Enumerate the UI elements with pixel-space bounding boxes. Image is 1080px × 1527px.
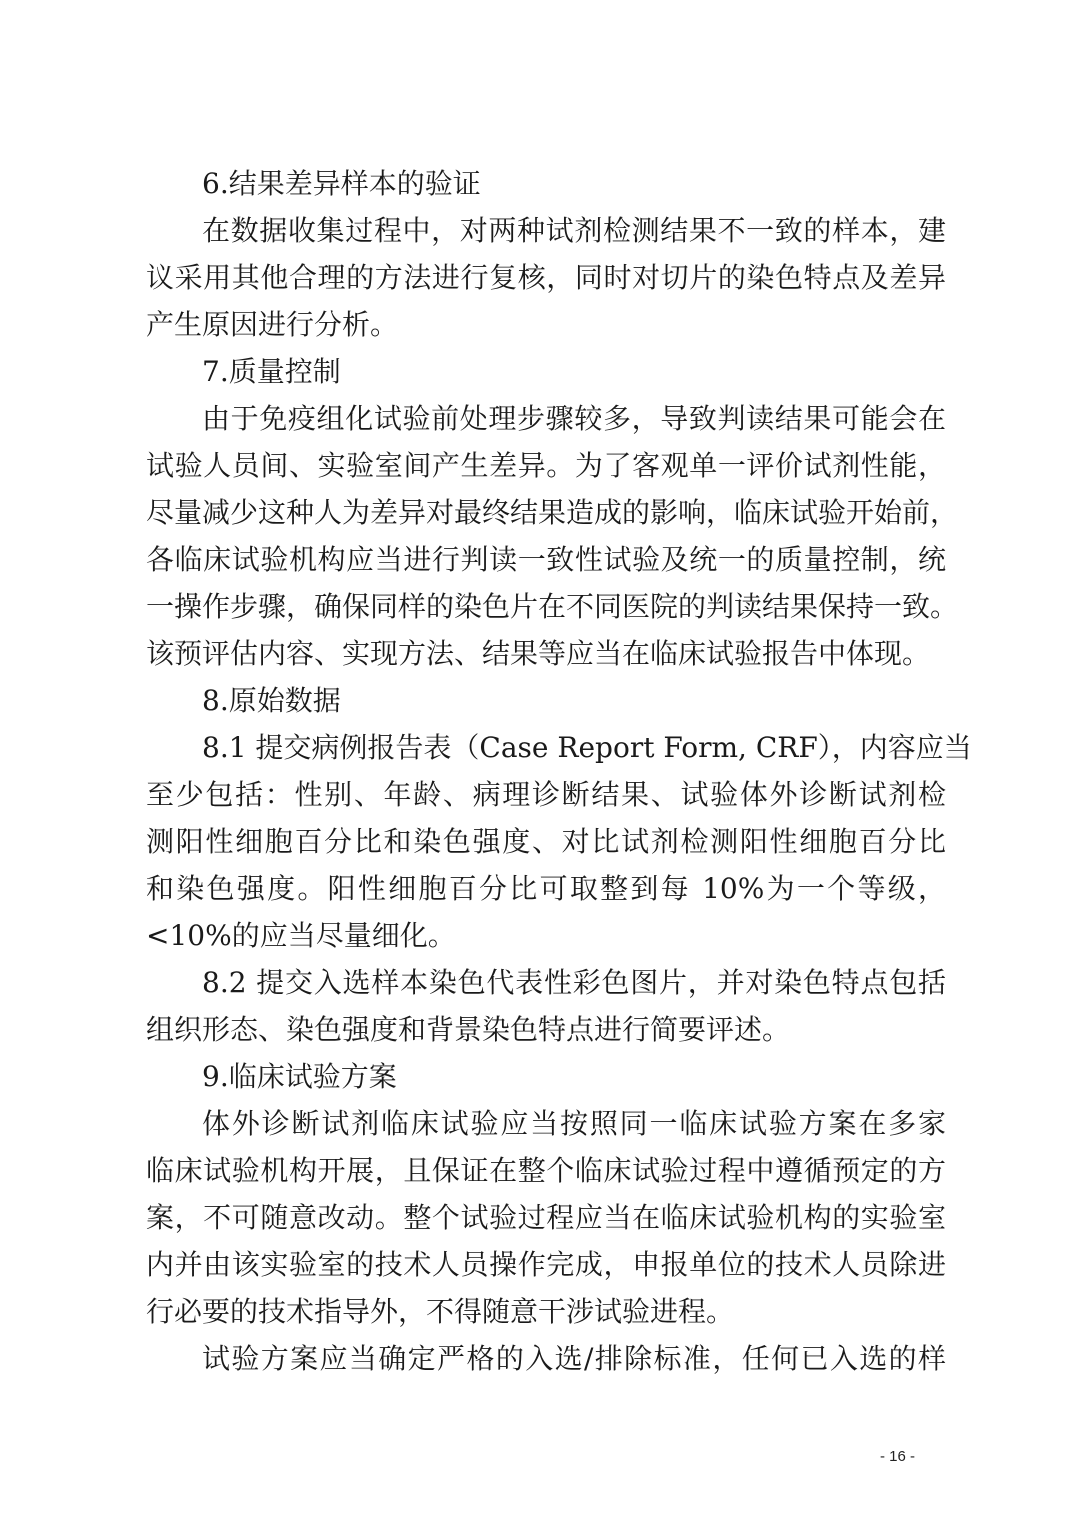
paragraph-line: 临床试验机构开展，且保证在整个临床试验过程中遵循预定的方 (146, 1154, 946, 1187)
paragraph-line: 测阳性细胞百分比和染色强度、对比试剂检测阳性细胞百分比 (146, 825, 946, 858)
paragraph-line: 体外诊断试剂临床试验应当按照同一临床试验方案在多家 (202, 1107, 946, 1140)
paragraph-line: 和染色强度。阳性细胞百分比可取整到每 10%为一个等级， (146, 872, 946, 905)
section-heading-6: 6.结果差异样本的验证 (202, 167, 481, 200)
paragraph-line: 议采用其他合理的方法进行复核，同时对切片的染色特点及差异 (146, 261, 946, 294)
paragraph-line: 8.1 提交病例报告表（Case Report Form, CRF），内容应当 (202, 731, 972, 764)
paragraph-line: 一操作步骤，确保同样的染色片在不同医院的判读结果保持一致。 (146, 590, 959, 623)
paragraph-line: <10%的应当尽量细化。 (146, 919, 456, 952)
paragraph-line: 该预评估内容、实现方法、结果等应当在临床试验报告中体现。 (146, 637, 931, 670)
paragraph-line: 至少包括：性别、年龄、病理诊断结果、试验体外诊断试剂检 (146, 778, 946, 811)
paragraph-line: 由于免疫组化试验前处理步骤较多，导致判读结果可能会在 (202, 402, 946, 435)
paragraph-line: 试验方案应当确定严格的入选/排除标准，任何已入选的样 (202, 1342, 946, 1375)
paragraph-line: 各临床试验机构应当进行判读一致性试验及统一的质量控制，统 (146, 543, 946, 576)
section-heading-8: 8.原始数据 (202, 684, 341, 717)
paragraph-line: 组织形态、染色强度和背景染色特点进行简要评述。 (146, 1013, 791, 1046)
body-text (146, 160, 972, 1382)
paragraph-line: 内并由该实验室的技术人员操作完成，申报单位的技术人员除进 (146, 1248, 946, 1281)
paragraph-line: 8.2 提交入选样本染色代表性彩色图片，并对染色特点包括 (202, 966, 946, 999)
section-heading-7: 7.质量控制 (202, 355, 341, 388)
paragraph-line: 产生原因进行分析。 (146, 308, 399, 341)
paragraph-line: 试验人员间、实验室间产生差异。为了客观单一评价试剂性能， (146, 449, 946, 482)
paragraph-line: 尽量减少这种人为差异对最终结果造成的影响，临床试验开始前， (146, 496, 959, 529)
paragraph-line: 案，不可随意改动。整个试验过程应当在临床试验机构的实验室 (146, 1201, 946, 1234)
paragraph-line: 行必要的技术指导外，不得随意干涉试验进程。 (146, 1295, 735, 1328)
paragraph-line: 在数据收集过程中，对两种试剂检测结果不一致的样本，建 (202, 214, 946, 247)
section-heading-9: 9.临床试验方案 (202, 1060, 397, 1093)
page-number: - 16 - (880, 1448, 916, 1465)
